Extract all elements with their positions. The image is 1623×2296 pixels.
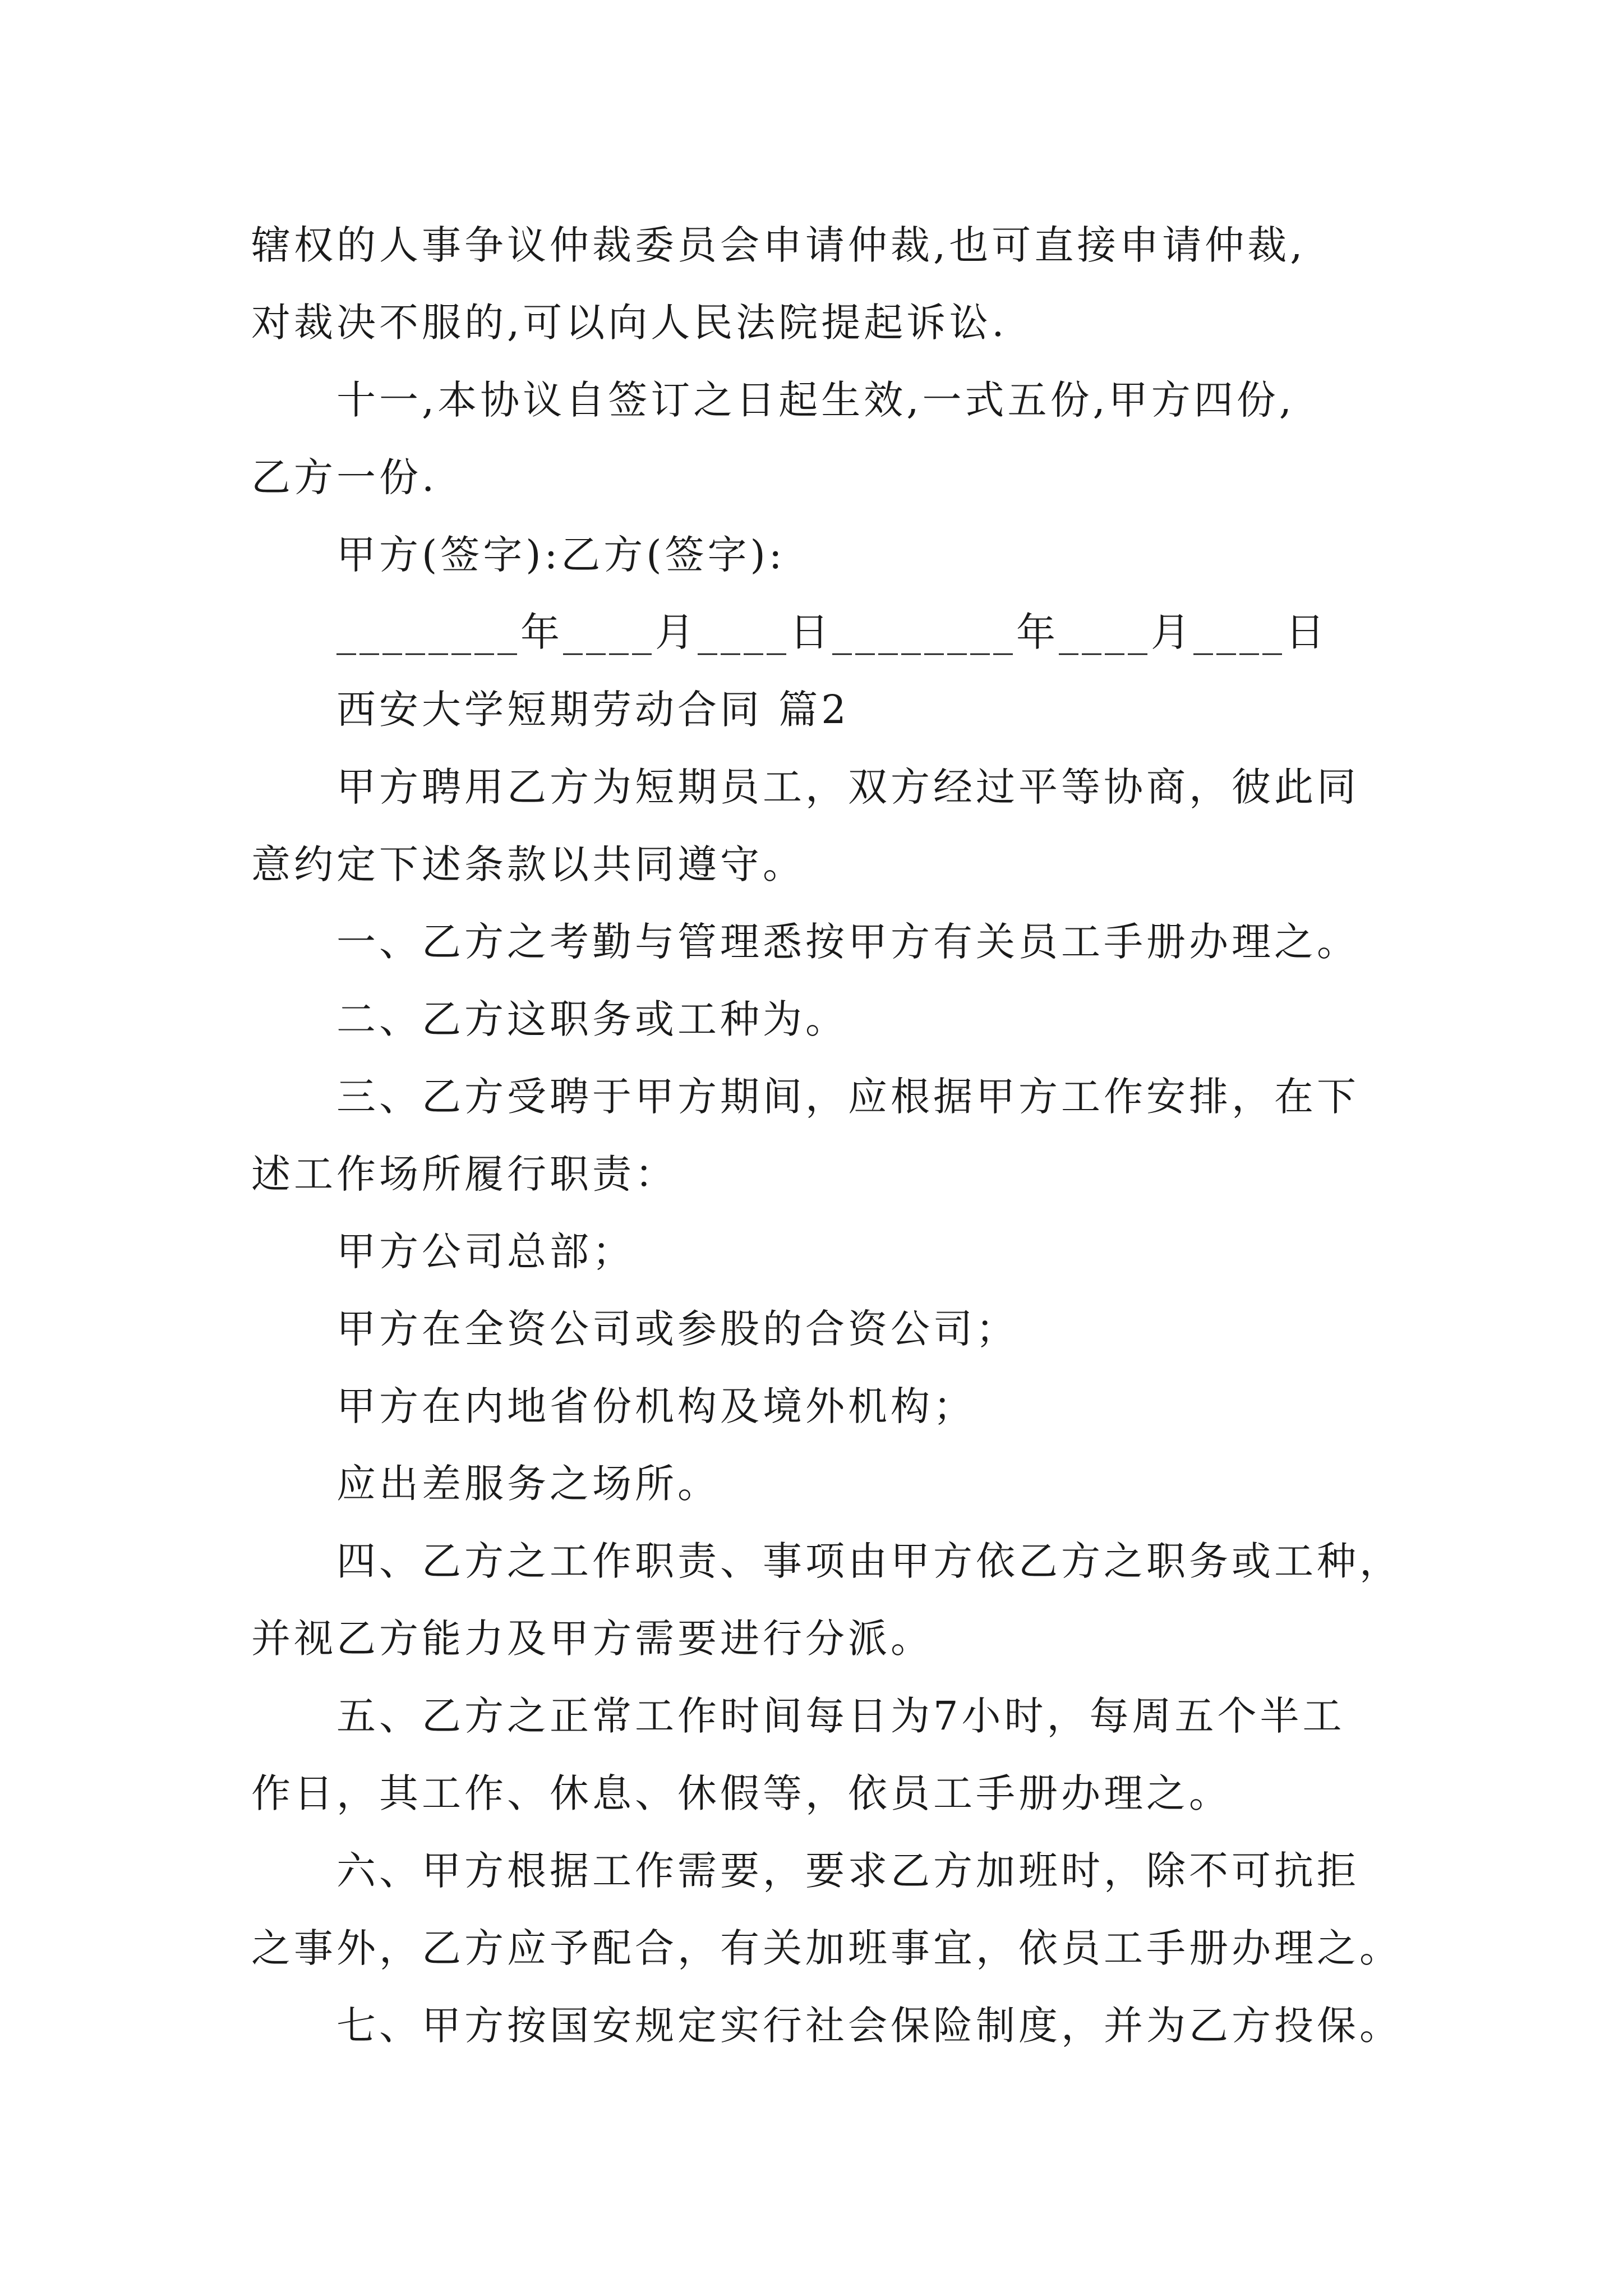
clause-6: 六、甲方根据工作需要，要求乙方加班时，除不可抗拒 bbox=[336, 1848, 1359, 1894]
text-line-2: 对裁决不服的,可以向人民法院提起诉讼. bbox=[251, 300, 1008, 346]
clause-3-cont: 述工作场所履行职责： bbox=[251, 1151, 677, 1197]
clause-5: 五、乙方之正常工作时间每日为7小时，每周五个半工 bbox=[336, 1693, 1345, 1739]
text-line-9: 意约定下述条款以共同遵守。 bbox=[251, 841, 805, 887]
clause-4: 四、乙方之工作职责、事项由甲方依乙方之职务或工种， bbox=[336, 1538, 1402, 1584]
text-line-4: 乙方一份. bbox=[251, 454, 438, 500]
clause-7: 七、甲方按国安规定实行社会保险制度，并为乙方投保。 bbox=[336, 2003, 1402, 2049]
clause-1: 一、乙方之考勤与管理悉按甲方有关员工手册办理之。 bbox=[336, 919, 1359, 965]
workplace-3: 甲方在内地省份机构及境外机构； bbox=[336, 1383, 976, 1429]
signature-line: 甲方(签字):乙方(签字): bbox=[336, 532, 786, 578]
clause-2: 二、乙方这职务或工种为。 bbox=[336, 996, 848, 1042]
clause-3: 三、乙方受聘于甲方期间，应根据甲方工作安排，在下 bbox=[336, 1074, 1359, 1120]
clause-6-cont: 之事外，乙方应予配合，有关加班事宜，依员工手册办理之。 bbox=[251, 1925, 1402, 1971]
date-line: ________年____月____日________年____月____日 bbox=[336, 609, 1328, 655]
text-line-3: 十一,本协议自签订之日起生效,一式五份,甲方四份, bbox=[336, 377, 1295, 423]
workplace-1: 甲方公司总部； bbox=[336, 1228, 635, 1274]
section-heading: 西安大学短期劳动合同 篇2 bbox=[336, 687, 850, 733]
workplace-2: 甲方在全资公司或参股的合资公司； bbox=[336, 1306, 1018, 1352]
text-line-8: 甲方聘用乙方为短期员工，双方经过平等协商，彼此同 bbox=[336, 764, 1359, 810]
workplace-4: 应出差服务之场所。 bbox=[336, 1461, 720, 1507]
text-line-1: 辖权的人事争议仲裁委员会申请仲裁,也可直接申请仲裁, bbox=[251, 222, 1306, 268]
clause-4-cont: 并视乙方能力及甲方需要进行分派。 bbox=[251, 1616, 933, 1662]
clause-5-cont: 作日，其工作、休息、休假等，依员工手册办理之。 bbox=[251, 1770, 1232, 1816]
